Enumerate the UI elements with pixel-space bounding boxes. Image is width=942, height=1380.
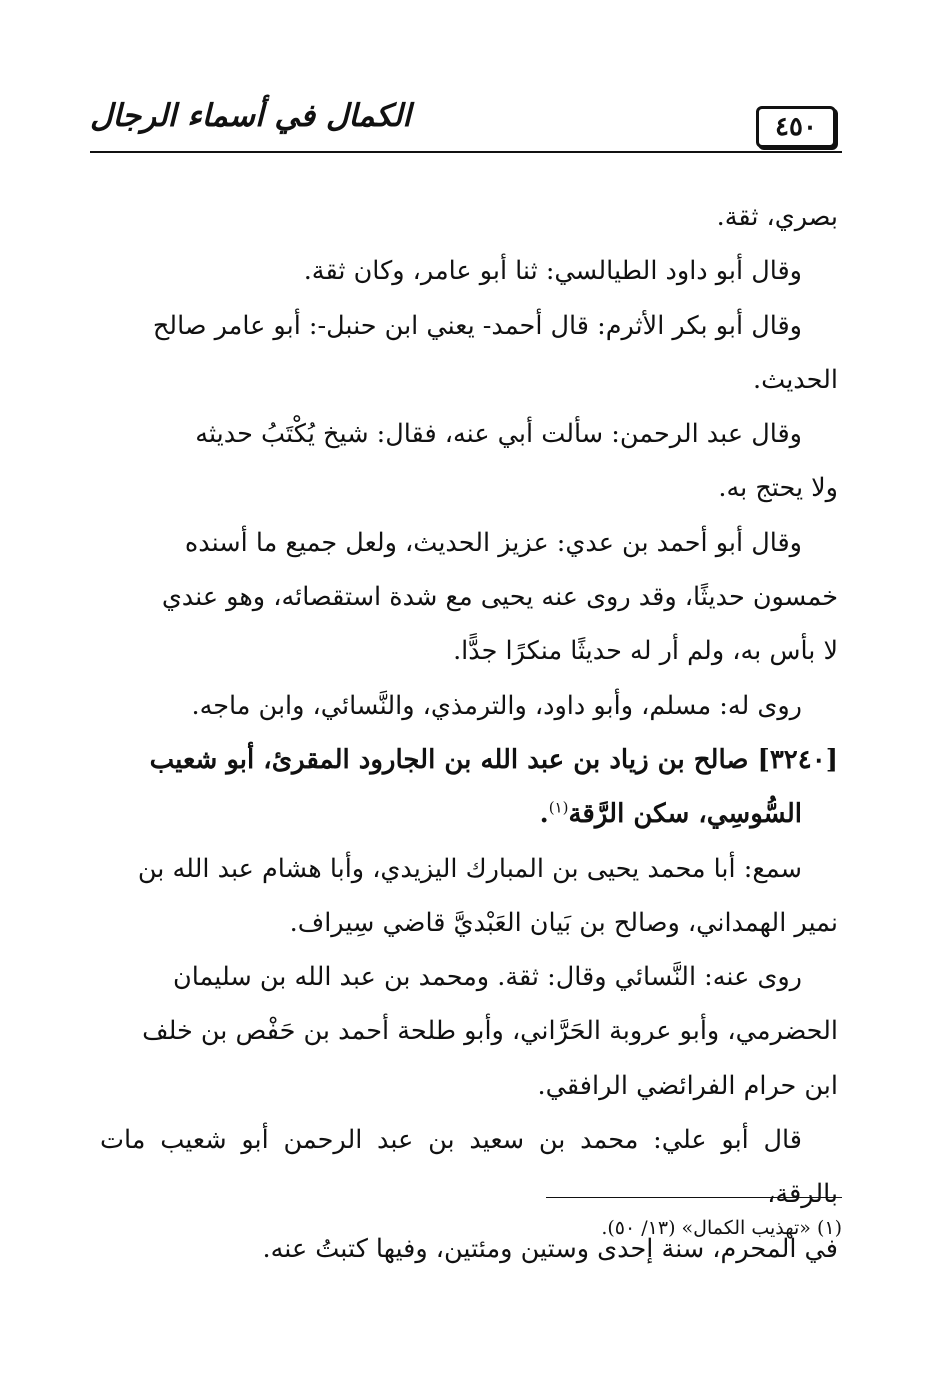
footnote: (١) «تهذيب الكمال» (١٣/ ٥٠). [601, 1217, 842, 1239]
page-header [90, 92, 842, 156]
entry-heading-text: السُّوسِي، سكن الرَّقة [568, 799, 802, 830]
text-line: روى له: مسلم، وأبو داود، والترمذي، والنَّسائي، وابن ماجه. [191, 690, 802, 721]
text-line: وقال أبو داود الطيالسي: ثنا أبو عامر، وكان ثقة. [303, 256, 802, 287]
footnote-marker: (١) [548, 798, 569, 817]
text-line: ابن حرام الفرائضي الرافقي. [537, 1070, 838, 1101]
text-line: سمع: أبا محمد يحيى بن المبارك اليزيدي، وأبا هشام عبد الله بن [137, 853, 802, 884]
text-line: في المحرم، سنة إحدى وستين ومئتين، وفيها كتبتُ عنه. [262, 1233, 838, 1264]
text-line: الحضرمي، وأبو عروبة الحَرَّاني، وأبو طلحة أحمد بن حَفْص بن خلف [142, 1016, 838, 1047]
text-line: قال أبو علي: محمد بن سعيد بن عبد الرحمن أبو شعيب مات بالرقة، [100, 1125, 838, 1210]
text-line: وقال عبد الرحمن: سألت أبي عنه، فقال: شيخ يُكْتَبُ حديثه [195, 419, 802, 450]
text-line: نمير الهمداني، وصالح بن بَيان العَبْديَّ قاضي سِيراف. [289, 907, 838, 938]
entry-heading: [٣٢٤٠] صالح بن زياد بن عبد الله بن الجارود المقرئ، أبو شعيب [149, 744, 838, 775]
main-text [100, 190, 838, 1276]
entry-heading-end: . [539, 799, 549, 830]
page-number: ٤٥٠ [756, 106, 836, 148]
footnote-rule [546, 1197, 842, 1198]
running-title: الكمال في أسماء الرجال [90, 98, 411, 134]
text-line: لا بأس به، ولم أر له حديثًا منكرًا جدًّا. [453, 636, 838, 667]
text-line: خمسون حديثًا، وقد روى عنه يحيى مع شدة استقصائه، وهو عندي [161, 582, 838, 613]
text-line: ولا يحتج به. [718, 473, 838, 504]
text-line: روى عنه: النَّسائي وقال: ثقة. ومحمد بن عبد الله بن سليمان [173, 962, 802, 993]
header-rule [90, 151, 842, 153]
entry-heading-continued [100, 787, 838, 841]
text-line: وقال أبو بكر الأثرم: قال أحمد- يعني ابن حنبل-: أبو عامر صالح [152, 310, 802, 341]
text-line: الحديث. [753, 364, 838, 395]
text-line: وقال أبو أحمد بن عدي: عزيز الحديث، ولعل جميع ما أسنده [184, 527, 802, 558]
text-line: بصري، ثقة. [716, 202, 838, 232]
